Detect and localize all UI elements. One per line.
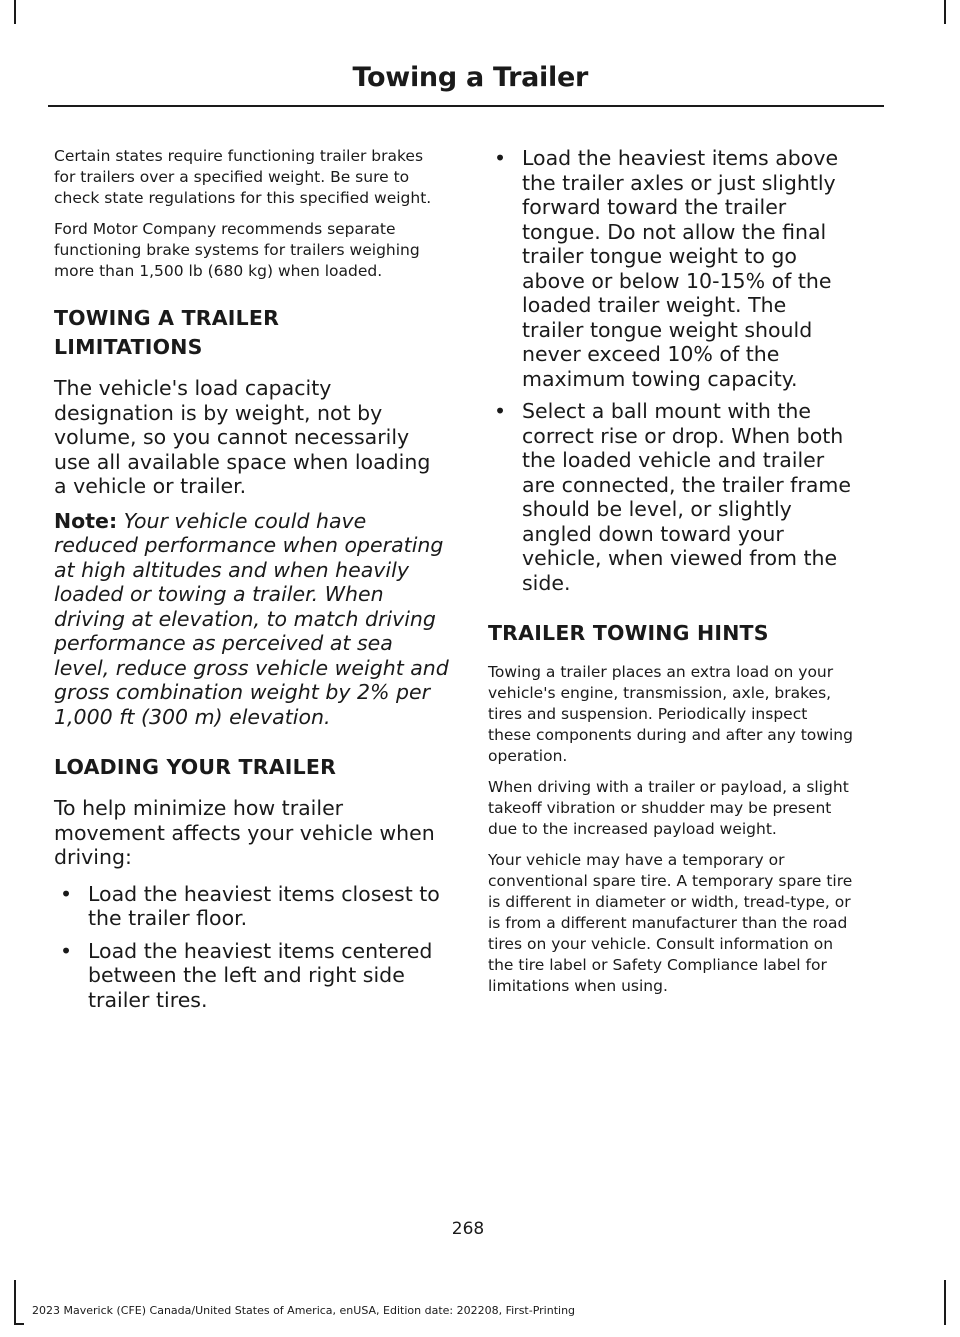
right-bullet-list [488, 146, 853, 595]
paragraph-load-capacity: The vehicle's load capacity designation is by weight, not by volume, so you cannot necessarily use all available space when loading a vehicle or trailer. [54, 376, 431, 498]
bullet-glyph: • [60, 938, 73, 963]
heading-towing-hints: TRAILER TOWING HINTS [488, 621, 769, 645]
heading-towing-limitations: TOWING A TRAILER LIMITATIONS [54, 306, 280, 359]
crop-mark-bottom-left-v [14, 1280, 16, 1325]
paragraph-ford-recommends: Ford Motor Company recommends separate functioning brake systems for trailers weighing more than 1,500 lb (680 kg) when loaded. [54, 220, 420, 280]
list-item: • Load the heaviest items closest to the trailer floor. [60, 881, 440, 930]
left-column [54, 146, 449, 1022]
bullet-glyph: • [60, 881, 73, 906]
paragraph-minimize-movement: To help minimize how trailer movement affects your vehicle when driving: [54, 796, 435, 869]
left-bullet-list [54, 882, 449, 1013]
note-altitude [54, 509, 449, 730]
bullet-glyph: • [494, 399, 507, 423]
page-title: Towing a Trailer [352, 62, 588, 93]
header-divider [48, 105, 884, 107]
heading-loading-trailer: LOADING YOUR TRAILER [54, 755, 337, 779]
paragraph-state-brakes: Certain states require functioning trailer brakes for trailers over a specified weight. Be sure to check state regulations for this specified weight. [54, 147, 432, 207]
bullet-glyph: • [494, 146, 507, 170]
footer-edition: 2023 Maverick (CFE) Canada/United States of America, enUSA, Edition date: 202208, First-Printing [32, 1304, 576, 1317]
list-item: • Load the heaviest items centered between the left and right side trailer tires. [60, 938, 433, 1012]
crop-mark-top-right [944, 0, 946, 24]
paragraph-spare-tire: Your vehicle may have a temporary or conventional spare tire. A temporary spare tire is different in diameter or width, tread-type, or is from a different manufacturer than the road tires on your vehicle. Consult information on the tire label or Safety Compliance label for limitations when using. [488, 851, 853, 995]
page-number: 268 [451, 1219, 485, 1239]
list-item: • Load the heaviest items above the trailer axles or just slightly forward toward the trailer tongue. Do not allow the final trailer tongue weight to go above or below 10-15% of the loaded trailer weight. The trailer tongue weight should never exceed 10% of the maximum towing capacity. [494, 146, 839, 391]
note-text: Your vehicle could have reduced performance when operating at high altitudes and when heavily loaded or towing a trailer. When driving at elevation, to match driving performance as perceived at sea level, reduce gross vehicle weight and gross combination weight by 2% per 1,000 ft (300 m) elevation. [54, 508, 449, 729]
right-column [488, 146, 853, 1007]
paragraph-vibration: When driving with a trailer or payload, a slight takeoff vibration or shudder may be present due to the increased payload weight. [488, 778, 849, 838]
paragraph-extra-load: Towing a trailer places an extra load on your vehicle's engine, transmission, axle, brakes, tires and suspension. Periodically inspect these components during and after any towing operation. [488, 663, 853, 765]
crop-mark-bottom-right [944, 1280, 946, 1325]
list-item: • Select a ball mount with the correct rise or drop. When both the loaded vehicle and trailer are connected, the trailer frame should be level, or slightly angled down toward your vehicle, when viewed from the side. [494, 399, 851, 595]
crop-mark-top-left [14, 0, 16, 24]
note-label: Note: [54, 508, 118, 533]
crop-mark-bottom-left-h [14, 1323, 24, 1325]
